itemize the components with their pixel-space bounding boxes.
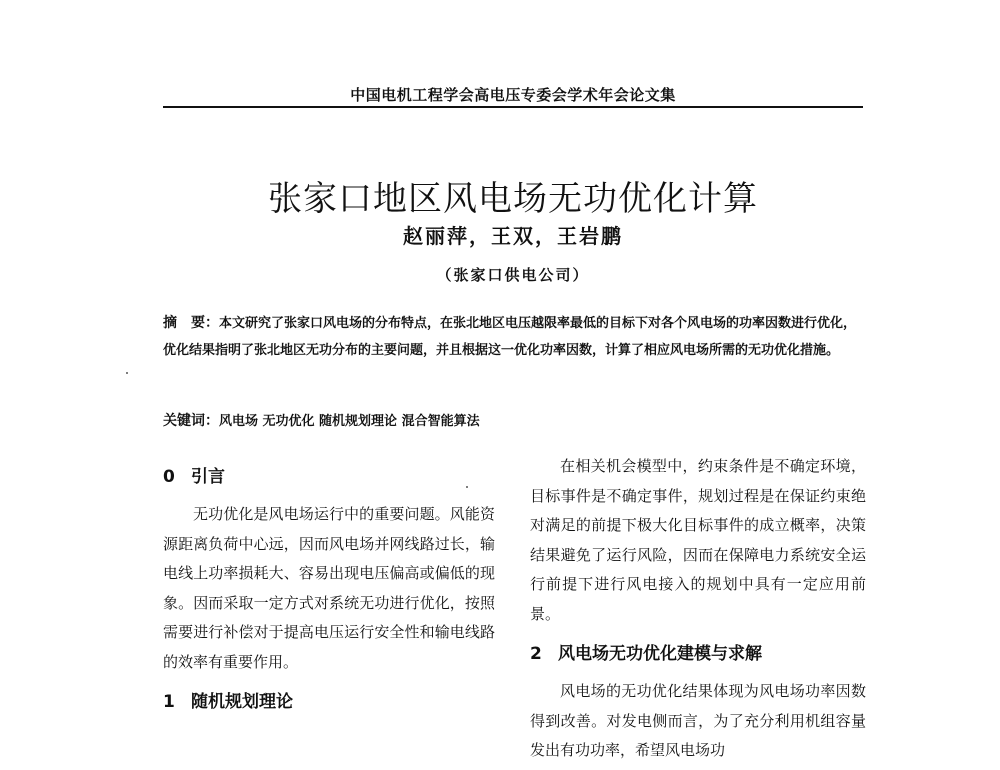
intro-paragraph: 无功优化是风电场运行中的重要问题。风能资源距离负荷中心远，因而风电场并网线路过长，输电线上功率损耗大、容易出现电压偏高或偏低的现象。因而采取一定方式对系统无功进行优化，按照需要进行补偿对于提高电压运行安全性和输电线路的效率有重要作用。 — [163, 505, 495, 671]
scan-speck — [466, 486, 468, 488]
section-heading-stochastic — [163, 689, 495, 715]
body-paragraph: 在相关机会模型中，约束条件是不确定环境，目标事件是不确定事件，规划过程是在保证约束绝对满足的前提下极大化目标事件的成立概率，决策结果避免了运行风险，因而在保障电力系统安全运行前提下进行风电接入的规划中具有一定应用前景。 — [530, 457, 866, 623]
affiliation: （张家口供电公司） — [436, 266, 590, 284]
section-number: 0 — [163, 467, 175, 487]
journal-header: 中国电机工程学会高电压专委会学术年会论文集 — [350, 86, 676, 104]
section-number: 1 — [163, 692, 175, 712]
keywords-text: 风电场 无功优化 随机规划理论 混合智能算法 — [219, 414, 480, 429]
header-rule — [163, 106, 863, 108]
section-title: 引言 — [191, 467, 225, 487]
body-paragraph: 风电场的无功优化结果体现为风电场功率因数得到改善。对发电侧而言，为了充分利用机组容量发出有功功率，希望风电场功 — [530, 682, 866, 759]
section-title: 随机规划理论 — [191, 692, 293, 712]
section-heading-modeling — [530, 641, 866, 667]
authors: 赵丽萍，王双，王岩鹏 — [403, 224, 623, 248]
scan-speck — [126, 372, 128, 374]
right-column — [530, 452, 866, 770]
left-column — [163, 452, 495, 725]
abstract-text: 本文研究了张家口风电场的分布特点，在张北地区电压越限率最低的目标下对各个风电场的功率因数进行优化，优化结果指明了张北地区无功分布的主要问题，并且根据这一优化功率因数，计算了相应风电场所需的无功优化措施。 — [163, 316, 857, 358]
section-heading-intro — [163, 464, 495, 490]
section-number: 2 — [530, 644, 542, 664]
abstract-label: 摘 要： — [163, 315, 219, 331]
keywords-label: 关键词： — [163, 413, 219, 429]
abstract — [163, 310, 868, 364]
section-title: 风电场无功优化建模与求解 — [558, 644, 762, 664]
paper-title: 张家口地区风电场无功优化计算 — [268, 178, 758, 219]
keywords — [163, 410, 868, 430]
